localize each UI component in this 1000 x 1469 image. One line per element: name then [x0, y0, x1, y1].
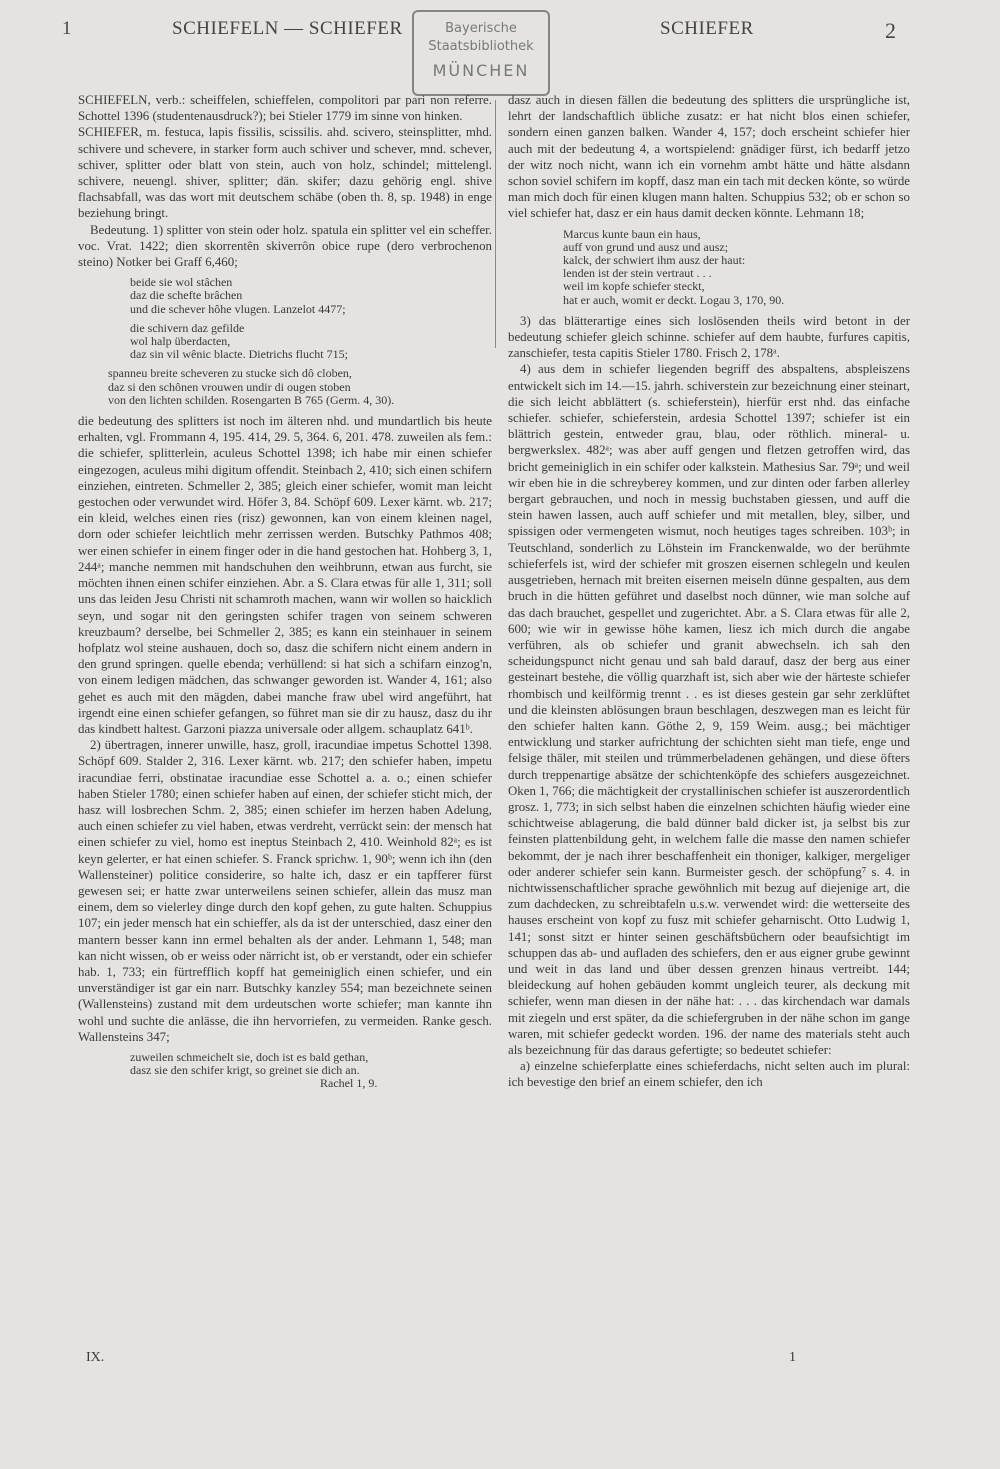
stamp-line-2: Staatsbibliothek — [428, 39, 534, 54]
verse-line: auff von grund und ausz und ausz; — [563, 239, 729, 254]
right-column-number: 2 — [885, 18, 897, 43]
meaning-3: 3) das blätterartige eines sich loslösenden theils wird betont in der bedeutung schiefer gleich schinne. schiefer auf dem haubte, furfures capitis, zanschiefer, testa capitis Stieler 1780. Frisch 2, 178ᵃ. — [508, 313, 910, 361]
verse-line: Marcus kunte baun ein haus, — [563, 226, 701, 241]
entry-schiefer-head: SCHIEFER, m. festuca, lapis fissilis, scissilis. ahd. scivero, steinsplitter, mhd. schivere und schevere, in starker form auch schiver und schever, mnd. schever, schiver, splitter oder blatt von stein, auch von holz, schindel; mittelengl. schivere, neuengl. shiver, splitter; dän. skifer; dazu gehörig engl. shive flachsabfall, was das wort mit deutschem schäbe (oben th. 8, sp. 1948) in enge beziehung bringt. — [78, 125, 492, 221]
verse-line: daz die schefte brâchen — [130, 288, 243, 303]
verse-line: zuweilen schmeichelt sie, doch ist es bald gethan, — [130, 1049, 369, 1064]
verse-line: von den lichten schilden. Rosengarten B 765 (Germ. 4, 30). — [108, 392, 395, 407]
verse-line: die schivern daz gefilde — [130, 320, 245, 335]
meaning-4a: a) einzelne schieferplatte eines schieferdachs, nicht selten auch im plural: ich bevestige den brief an einem schiefer, den ich — [508, 1059, 910, 1090]
meaning-2: 2) übertragen, innerer unwille, hasz, groll, iracundiae impetus Schottel 1398. Schöpf 609. Stalder 2, 316. Lexer kärnt. wb. 217; den schiefer haben, impetu iracundiae ferri, obstinatae iracundiae esse Schottel a. a. o.; einen schiefer haben Stieler 1780; einen schiefer haben auf einen, der schiefer sticht mich, der hasz will losbrechen Schm. 2, 385; einen schiefer im herzen haben Adelung, auch einen schiefer zu viel haben, etwas verdreht, verrückt sein: der mensch hat einen schiefer zu viel, homo est ineptus Steinbach 2, 410. Weinhold 82ᵃ; es ist keyn gelerter, er hat einen schiefer. S. Franck sprichw. 1, 90ᵇ; wenn ich ihn (den Wallensteiner) politice considerire, so halte ich, dasz er ein tapfferer fürst gewesen sei; er hatte zwar unterweilens seinen schiefer, allein das musz man einem, dem so vielerley dinge durch den kopf gehen, zu gute halten. Schuppius 107; ein jeder mensch hat ein schieffer, als da ist der unterschied, dasz einer den mantern besser kann inn ermel behalten als der ander. Lehmann 1, 548; man kan nicht wissen, ob er weiss oder närricht ist, ob er verstandt, oder ein schiefer hab. 1, 733; ein fürtrefflich kopff hat gemeiniglich einen schiefer, und ein unverständiger ist gar ein narr. Butschky kanzley 554; man bezeichnete seinen (Wallensteins) zustand mit dem urdeutschen worte schiefer; man kannte ihn wohl und suchte die anlässe, die ihn hervorriefen, zu vermeiden. Ranke gesch. Wallensteins 347; — [78, 738, 492, 1044]
verse-line: weil im kopfe schiefer steckt, — [563, 279, 705, 294]
stamp-city: MÜNCHEN — [432, 61, 530, 80]
meaning-2-continued: dasz auch in diesen fällen die bedeutung des splitters die ursprüngliche ist, lehrt der landschaftlich übliche zusatz: er hat nicht blos einen schiefer, sondern einen ganzen balken. Wander 4, 157; doch erscheint schiefer hier auch mit der bedeutung 4, a wortspielend: gnädiger fürst, ich bedarff jetzo der witz noch nicht, wann ich ein vornehm ambt hätte und hätte alsdann schon soviel schifern im kopff, dasz man ein tach mit decken könte, so würde man mich doch für einen klugen mann halten. Schuppius 532; ob er schon so viel schiefer hat, dasz er ein haus damit decken könnte. Lehmann 18; — [508, 93, 910, 221]
verse-rachel — [130, 1051, 492, 1091]
left-column-number: 1 — [62, 18, 72, 39]
left-column — [78, 92, 492, 1097]
verse-line: hat er auch, womit er deckt. Logau 3, 170, 90. — [563, 292, 785, 307]
right-column — [508, 92, 910, 1091]
verse-line: lenden ist der stein vertraut . . . — [563, 266, 712, 281]
right-running-title: SCHIEFER — [660, 18, 754, 39]
verse-line: daz si den schônen vrouwen undir di ougen stoben — [108, 379, 351, 394]
verse-line: wol halp überdacten, — [130, 334, 231, 349]
left-running-title: SCHIEFELN — SCHIEFER — [172, 18, 403, 39]
verse-rosengarten — [108, 367, 492, 407]
entry-schiefeln: SCHIEFELN, verb.: scheiffelen, schieffelen, compolitori par pari non referre. Schottel 1396 (studentenausdruck?); bei Stieler 1779 im sinne von hinken. — [78, 93, 492, 124]
verse-logau — [563, 228, 910, 307]
verse-line: spanneu breite scheveren zu stucke sich dô cloben, — [108, 366, 352, 381]
column-divider — [495, 100, 496, 348]
verse-line: Rachel 1, 9. — [320, 1076, 378, 1091]
sheet-number: 1 — [789, 1350, 796, 1365]
verse-line: dasz sie den schifer krigt, so greinet sie dich an. — [130, 1063, 360, 1078]
verse-line: und die schever hôhe vlugen. Lanzelot 4477; — [130, 301, 346, 316]
verse-line: daz sin vil wênic blacte. Dietrichs flucht 715; — [130, 347, 348, 362]
verse-lanzelot — [130, 276, 492, 316]
meaning-4: 4) aus dem in schiefer liegenden begriff des abspaltens, abspleiszens entwickelt sich im 14.—15. jahrh. schiverstein zur bezeichnung einer steinart, die sich leicht abblättert (s. schieferstein), hierfür erst nhd. das einfache schiefer. schiefer, schieferstein, ardesia Schottel 1397; schiefer ist ein blättrich gestein, entweder grau, blau, oder röthlich. mineral- u. bergwerkslex. 482ᵃ; was aber auff gengen und fletzen getroffen wird, das bricht gemeiniglich in ein schifer oder kalkstein. Mathesius Sar. 79ᵃ; und weil wir eben hie in die schreyberey kommen, und zur dinten oder farben allerley bergart gebrauchen, und noch in messig buchstaben giessen, und auff die stein hawen lassen, auch auff schiefer und mit metallen, bley, silber, und spissigen oder vermengeten wismut, noch heutiges tages schreiben. 103ᵇ; in Teutschland, sonderlich zu Löhstein im Franckenwalde, wo der berühmte schieferfels ist, wird der schiefer mit groszen eisernen schlegeln und keulen ausgetrieben, hernach mit breiten eisernen meiseln dünne gespalten, aus dem bruch in die hütten geführet und daselbst noch dünner, wie man solche auf das dach brauchet, gespellet und zugerichtet. Abr. a S. Clara etwas für alle 2, 600; wie wir in gewisse höhe kamen, liesz ich mich durch die angabe verführen, als ob schiefer und granit abwechseln. ich sah den scheidungspunct nicht genau und sah bald darauf, dasz der berg aus einer gesteinart bestehe, die völlig quarzhaft ist, sich aber wie der härteste schiefer rhombisch und keilförmig trennt . . es ist dieses gestein gar sehr zerklüftet und die kleinsten ablösungen braun beschlagen, deszwegen man es leicht für den schiefer halten kann. Göthe 2, 9, 159 Weim. ausg.; bei mächtiger entwicklung und starker aufrichtung der schichten sieht man tiefe, enge und felsige thäler, mit steilen und trümmerbeladenen gehängen, und diese öfters durch treppenartige absätze der schichtenköpfe des schiefers ausgezeichnet. Oken 1, 766; die mächtigkeit der crystallinischen schiefer ist auszerordentlich grosz. 1, 773; in sich selbst haben die einzelnen schichten häufig wieder eine schichtweise ablagerung, die bald dünner bald dicker ist, ja selbst bis zur feinsten plattenbildung geht, in welchem falle die masse den namen schiefer bekommt, der je nach ihrer beschaffenheit ein thoniger, kalkiger, mergeliger oder anderer schiefer sein kann. Burmeister gesch. der schöpfung⁷ s. 4. in nichtwissenschaftlicher sprache gewöhnlich mit bezug auf diejenige art, die zum dachdecken, zu schreibtafeln u.s.w. verwendet wird: die wetterseite des hauses erscheint von kopf zu fusz mit schiefer geharnischt. Otto Ludwig 1, 141; sonst sitzt er hinter seinen geschäftsbüchern oder beaufsichtigt im schuppen das ab- und aufladen des schiefers, den er aus eigner grube gewinnt und weit in das land und über dessen grenzen hinaus vertreibt. 144; bleideckung auf hohen gebäuden kommt ungleich teurer, als deckung mit schiefer, wenn man diesen in der nähe hat: . . . das kirchendach war damals mit ziegeln und erst später, da die schiefergruben in der nähe schon im gange waren, mit schiefer gedeckt worden. 196. der name des materials steht auch als bezeichnung für das daraus gefertigte; so bedeutet schiefer: — [508, 362, 910, 1057]
meaning-1: Bedeutung. 1) splitter von stein oder holz. spatula ein splitter vel ein scheffer. voc. Vrat. 1422; dien skorrentên skiverrôn obice rupe (dero verbrochenon steino) Notker bei Graff 6,460; — [78, 222, 492, 270]
verse-line: beide sie wol stâchen — [130, 275, 233, 290]
library-stamp — [412, 10, 550, 96]
meaning-1-continued: die bedeutung des splitters ist noch im älteren nhd. und mundartlich bis heute erhalten, vgl. Frommann 4, 195. 414, 29. 5, 364. 6, 201. 478. zuweilen als fem.: die schiefer, splitterlein, aculeus Schottel 1398; ich habe mir einen schiefer eingezogen, aculeus mihi digitum offendit. Steinbach 2, 410; sich einen schifern einziehen, eintreten. Schmeller 2, 385; gleich einer schiefer, womit man leicht gestochen oder verwundet wird. Höfer 3, 84. Schöpf 609. Lexer kärnt. wb. 217; ein kleid, welches einen ries (risz) gewonnen, kan von einem kleinen nagel, dorn oder schiefer leichtlich mehr zerrissen werden. Butschky Pathmos 408; wer einen schiefer in einem finger oder in die hand gestochen hat. Hohberg 3, 1, 244ᵃ; manche nemmen mit handschuhen den weihbrunn, etwan aus furcht, sie möchten ihnen einen schifer einziehen. Abr. a S. Clara etwas für alle 1, 311; soll uns das leiden Jesu Christi nit schamroth machen, wann wir wollen so haicklich seyn, und sogar nit den geringsten schifer tragen von seinem schweren kreuzbaum? derselbe, bei Schmeller 2, 385; es kann ein steinhauer in seinem hofplatz wol steine aushauen, doch so, dasz die schifern nicht einem andern in den grund springen. quelle ebenda; verhüllend: si hat sich a schifarn einzog'n, von einem ledigen mädchen, das schwanger geworden ist. Wander 4, 161; also gehet es auch mit den mägden, dabei manche fraw ubel wird angeführt, hat irgendt eine einen schiefer gefangen, so führet man sie dir zu hausz, dasz du ihr das kindbett haltest. Garzoni piazza universale oder allgem. schauplatz 641ᵇ. — [78, 414, 492, 736]
verse-line: kalck, der schwiert ihm ausz der haut: — [563, 253, 746, 268]
stamp-line-1: Bayerische — [445, 21, 517, 36]
verse-dietrich — [130, 322, 492, 362]
signature-mark: IX. — [86, 1350, 105, 1365]
